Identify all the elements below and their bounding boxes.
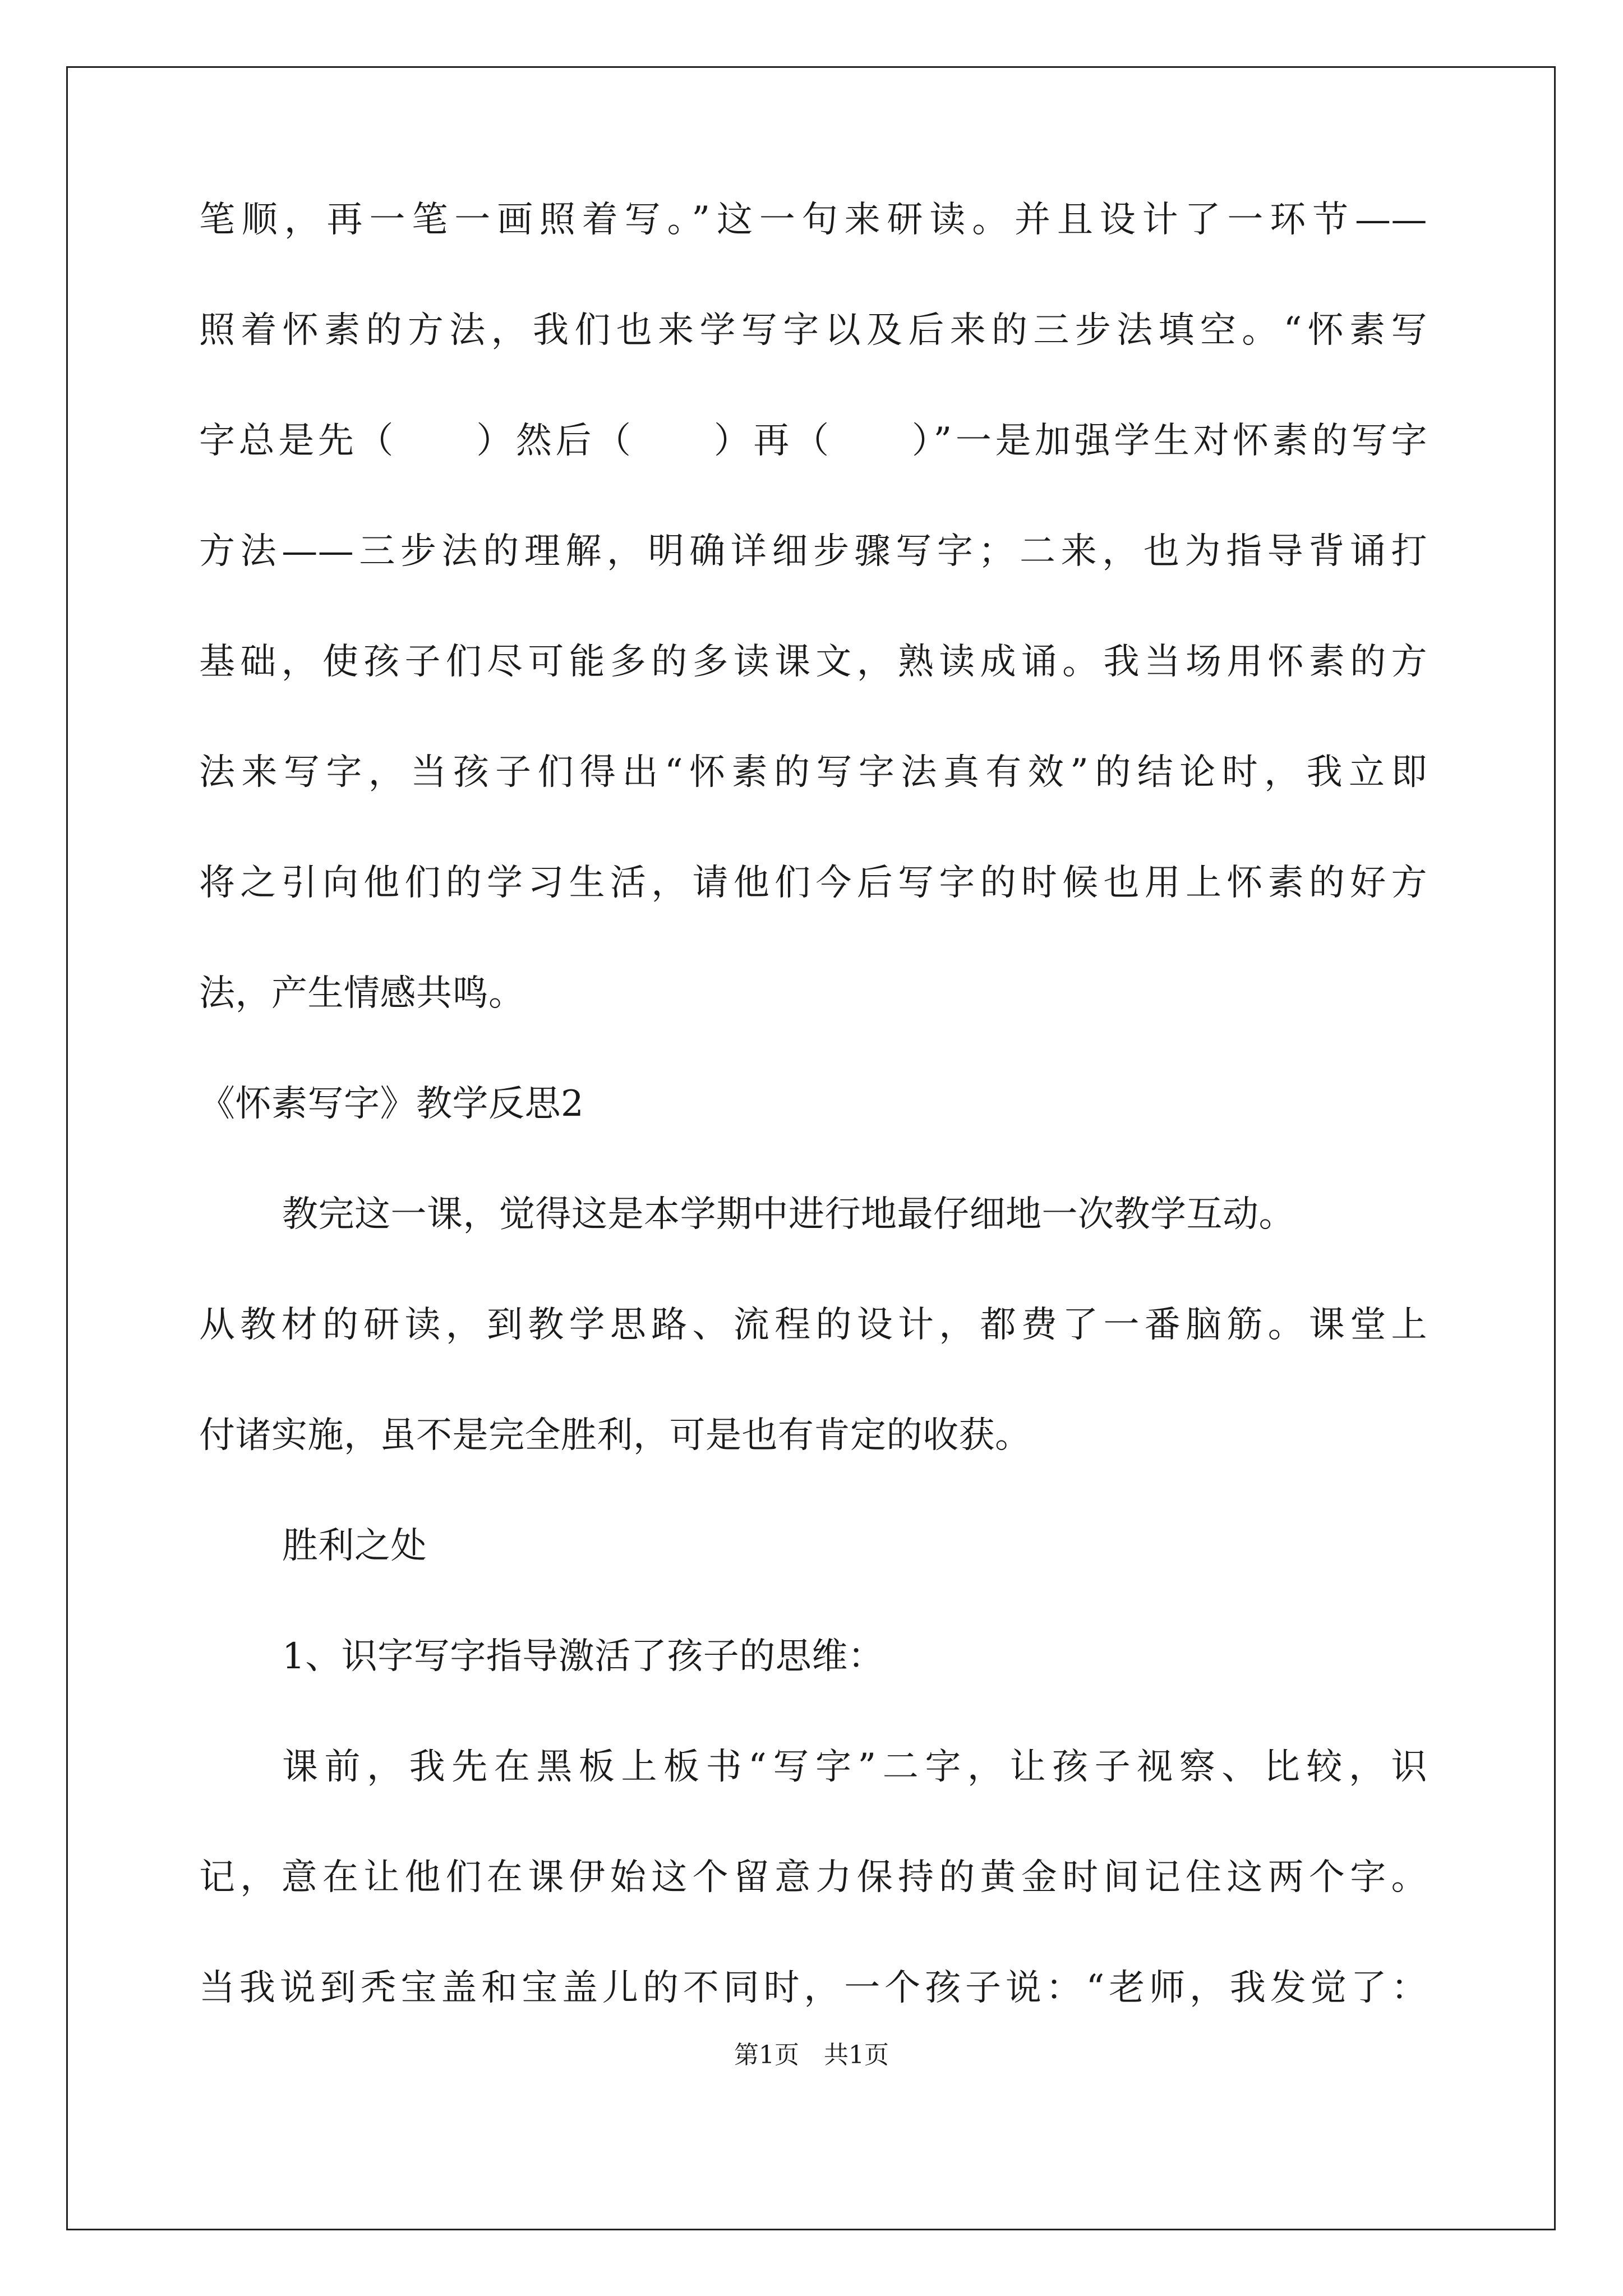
text-line: 将之引向他们的学习生活，请他们今后写字的时候也用上怀素的好方 [199,862,1427,904]
text-line: 教完这一课，觉得这是本学期中进行地最仔细地一次教学互动。 [282,1194,1295,1235]
text-line: 笔顺，再一笔一画照着写。”这一句来研读。并且设计了一环节—— [199,199,1427,241]
text-line: 记，意在让他们在课伊始这个留意力保持的黄金时间记住这两个字。 [199,1857,1427,1898]
document-body [199,199,1427,2081]
text-line: 课前，我先在黑板上板书“写字”二字，让孩子视察、比较，识 [282,1746,1427,1788]
text-line: 从教材的研读，到教学思路、流程的设计，都费了一番脑筋。课堂上 [199,1304,1427,1346]
section-heading: 《怀素写字》教学反思2 [199,1083,584,1125]
text-line: 法来写字，当孩子们得出“怀素的写字法真有效”的结论时，我立即 [199,752,1427,793]
list-item: 1、识字写字指导激活了孩子的思维： [282,1636,884,1677]
text-line: 付诸实施，虽不是完全胜利，可是也有肯定的收获。 [199,1415,1031,1456]
text-line: 照着怀素的方法，我们也来学写字以及后来的三步法填空。“怀素写 [199,310,1427,351]
text-line: 基础，使孩子们尽可能多的多读课文，熟读成诵。我当场用怀素的方 [199,641,1427,683]
page-number-footer: 第1页 共1页 [734,2041,889,2069]
text-line: 方法——三步法的理解，明确详细步骤写字；二来，也为指导背诵打 [199,531,1427,572]
text-line: 法，产生情感共鸣。 [199,973,525,1014]
text-line: 字总是先（ ）然后（ ）再（ ）”一是加强学生对怀素的写字 [199,420,1427,462]
text-line: 当我说到秃宝盖和宝盖儿的不同时，一个孩子说：“老师，我发觉了： [199,1967,1427,2009]
subheading: 胜利之处 [282,1525,427,1567]
